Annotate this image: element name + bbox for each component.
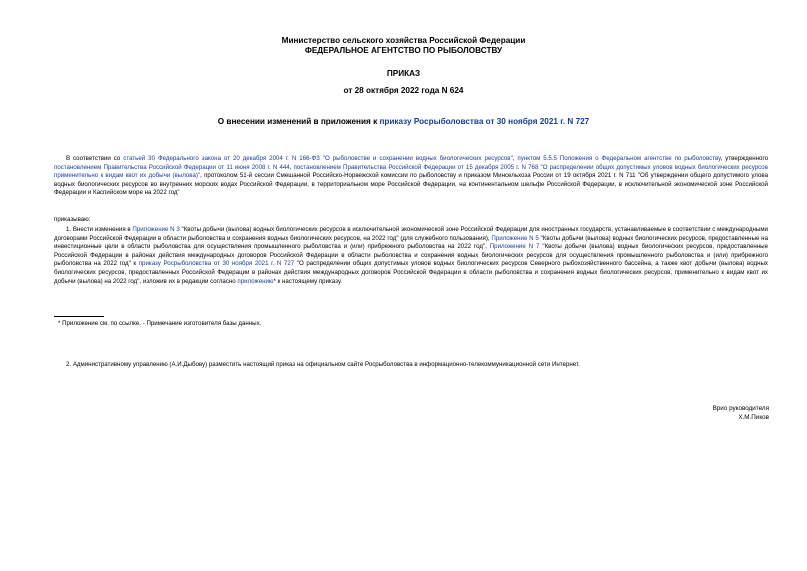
item-1-text: "Квоты добычи (вылова) водных биологических ресурсов в исключительной экономической зоне Российской Федерации для иностранных государств, устанавливаемые в соответствии с международными договорами Российской Федерации в области рыболовства и сохранения водных биологических ресурсов, на 2022 год" (для служебного пользования),	[54, 226, 768, 242]
regulation-clause-link[interactable]: пунктом 5.5.5 Положения о Федеральном агентстве по рыболовству	[517, 155, 721, 162]
document-type: ПРИКАЗ	[386, 69, 421, 78]
item-1-text: 1. Внести изменения в	[66, 226, 133, 233]
item-1-text: * к настоящему приказу.	[273, 277, 343, 285]
preamble-text: , протоколом 51-й сессии Смешанной Российско-Норвежской комиссии по рыболовству и приказом Минсельхоза России от 19 октября 2021 г. N 711 "Об утверждении общего допустимого улова водных биологических ресурсов во внутренних морских водах Российской Федерации, в территориальном море Российской Федерации, на континентальном шельфе Российской Федерации, в исключительной экономической зоне Российской Федерации и Каспийском море на 2022 год"	[54, 172, 768, 197]
appendix-3-link[interactable]: Приложение N 3	[132, 226, 180, 233]
government-decree-768-link[interactable]: постановлением Правительства Российской Федерации от 15 декабря 2005 г. N 768 "О распределении общих допустимых уловов водных биологических ресурсов применительно к видам квот их добычи (вылова)"	[54, 163, 768, 180]
order-word: приказываю:	[54, 216, 91, 223]
item-1-text: "О распределении общих допустимых уловов водных биологических ресурсов Северного рыбохозяйственного бассейна, а также квот добычи (вылова) водных биологических ресурсов, предоставленных Российской Федерации в районах действия международных договоров Российской Федерации в области рыболовства и сохранения водных биологических ресурсов, применительно к видам квот их добычи (вылова) на 2022 год", изложив их в редакции согласно	[54, 260, 768, 285]
federal-law-link[interactable]: статьей 30 Федерального закона от 20 декабря 2004 г. N 166-ФЗ "О рыболовстве и сохранении водных биологических ресурсов"	[123, 155, 513, 162]
ministry-name: Министерство сельского хозяйства Российской Федерации	[281, 36, 526, 45]
appendix-link[interactable]: приложению	[237, 277, 274, 285]
item-2-paragraph: 2. Административному управлению (А.И.Дыбову) разместить настоящий приказ на официальном сайте Росрыболовства в информационно-телекоммуникационной сети Интернет.	[66, 361, 580, 368]
title-prefix: О внесении изменений в приложения к	[217, 117, 380, 126]
signatory-name: Х.М.Пиков	[738, 414, 769, 421]
item-1-paragraph	[54, 226, 768, 286]
appendix-7-link[interactable]: Приложение N 7	[489, 243, 540, 251]
title-order-link[interactable]: приказу Росрыболовства от 30 ноября 2021 г. N 727	[379, 117, 590, 126]
government-decree-444-link[interactable]: постановлением Правительства Российской Федерации от 11 июня 2008 г. N 444	[54, 163, 290, 171]
preamble-text: ,	[512, 155, 518, 162]
preamble-paragraph	[54, 155, 768, 198]
order-727-link[interactable]: приказу Росрыболовства от 30 ноября 2021 г. N 727	[138, 260, 295, 268]
preamble-text: , утвержденного	[720, 155, 768, 162]
signatory-position: Врио руководителя	[712, 405, 769, 412]
item-1-text: "Квоты добычи (вылова) водных биологических ресурсов, предоставленные на инвестиционные цели в области рыболовства для осуществления промышленного рыболовства и (или) прибрежного рыболовства на 2022 год",	[54, 234, 768, 251]
preamble-text: В соответствии со	[66, 155, 124, 162]
item-1-text: "Квоты добычи (вылова) водных биологических ресурсов, предоставленные Российской Федерации в районах действия международных договоров Российской Федерации в области рыболовства и сохранения водных биологических ресурсов для осуществления промышленного рыболовства и (или) прибрежного рыболовства на 2022 год" к	[54, 243, 768, 268]
footnote-divider	[54, 316, 104, 317]
document-date-number: от 28 октября 2022 года N 624	[343, 86, 464, 95]
appendix-5-link[interactable]: Приложение N 5	[491, 234, 539, 242]
agency-name: ФЕДЕРАЛЬНОЕ АГЕНТСТВО ПО РЫБОЛОВСТВУ	[304, 46, 503, 55]
preamble-text: ,	[289, 163, 294, 171]
footnote: * Приложение см. по ссылке. - Примечание изготовителя базы данных.	[58, 320, 262, 327]
document-title	[0, 117, 807, 127]
